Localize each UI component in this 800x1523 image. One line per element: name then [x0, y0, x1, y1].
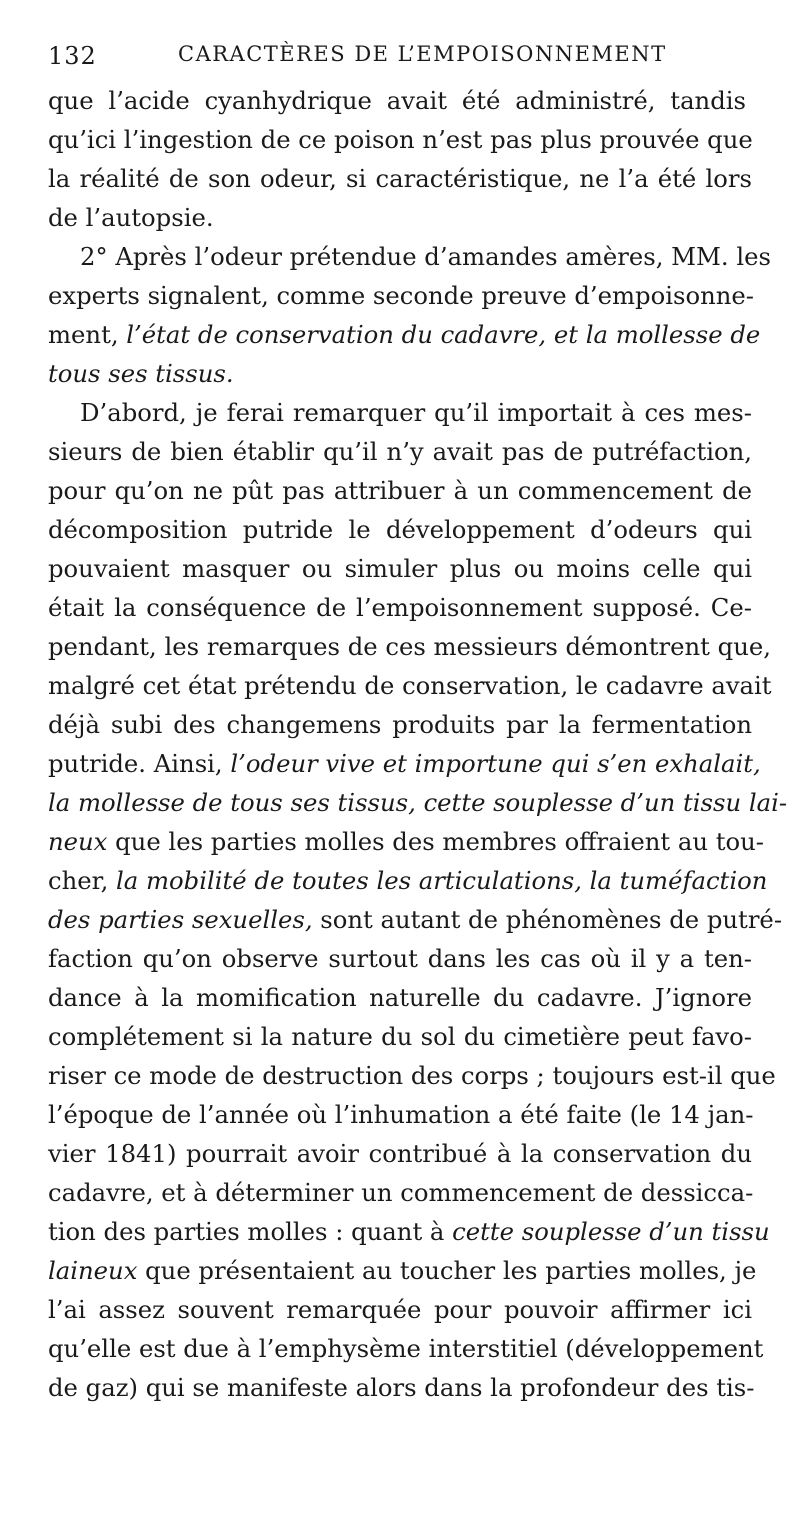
text-run: sieurs de bien établir qu’il n’y avait pas de putréfaction, — [48, 437, 752, 466]
text-run: l’odeur vive et importune qui s’en exhalait, — [230, 749, 761, 778]
text-line — [48, 125, 752, 155]
text-run: pendant, les remarques de ces messieurs démontrent que, — [48, 632, 771, 661]
text-run: la mollesse de tous ses tissus, cette souplesse d’un tissu lai- — [48, 788, 788, 817]
text-line — [48, 710, 752, 740]
text-line — [48, 164, 752, 194]
text-run: tous ses tissus. — [48, 359, 234, 388]
text-run: D’abord, je ferai remarquer qu’il importait à ces mes- — [80, 398, 752, 427]
text-run: pour qu’on ne pût pas attribuer à un commencement de — [48, 476, 752, 505]
text-run: neux — [48, 827, 108, 856]
text-run: complétement si la nature du sol du cimetière peut favo- — [48, 1022, 752, 1051]
text-run: que présentaient au toucher les parties molles, je — [137, 1256, 757, 1285]
text-run: malgré cet état prétendu de conservation, le cadavre avait — [48, 671, 772, 700]
text-line — [48, 554, 752, 584]
text-run: était la conséquence de l’empoisonnement supposé. Ce- — [48, 593, 752, 622]
text-line — [48, 1139, 752, 1169]
text-line — [48, 905, 783, 935]
text-line — [48, 1217, 770, 1247]
text-run: cadavre, et à déterminer un commencement de dessicca- — [48, 1178, 754, 1207]
text-run: la mobilité de toutes les articulations, la tuméfaction — [116, 866, 768, 895]
text-line — [48, 515, 752, 545]
text-line — [48, 788, 788, 818]
text-run: que les parties molles des membres offraient au tou- — [107, 827, 764, 856]
text-run: experts signalent, comme seconde preuve d’empoisonne- — [48, 281, 754, 310]
text-line — [48, 1178, 752, 1208]
text-run: qu’ici l’ingestion de ce poison n’est pas plus prouvée que — [48, 125, 753, 154]
text-run: l’ai assez souvent remarquée pour pouvoir affirmer ici — [48, 1295, 752, 1324]
text-line — [48, 1061, 776, 1091]
text-line — [80, 398, 752, 428]
text-line — [48, 1295, 752, 1325]
text-line — [48, 86, 746, 116]
text-run: de gaz) qui se manifeste alors dans la profondeur des tis- — [48, 1373, 755, 1402]
text-run: de l’autopsie. — [48, 203, 214, 232]
text-run: cette souplesse d’un tissu — [452, 1217, 770, 1246]
text-line — [48, 632, 771, 662]
text-run: 2° Après l’odeur prétendue d’amandes amères, MM. les — [80, 242, 771, 271]
text-line — [48, 983, 752, 1013]
text-run: pouvaient masquer ou simuler plus ou moins celle qui — [48, 554, 752, 583]
page-header — [48, 42, 748, 82]
text-line — [48, 671, 772, 701]
text-line — [48, 593, 752, 623]
text-line — [48, 359, 752, 389]
text-line — [48, 1334, 764, 1364]
text-line — [48, 866, 768, 896]
text-run: ment, — [48, 320, 127, 349]
text-run: laineux — [48, 1256, 138, 1285]
running-title: CARACTÈRES DE L’EMPOISONNEMENT — [178, 42, 667, 66]
text-line — [48, 1100, 752, 1130]
text-run: cher, — [48, 866, 117, 895]
text-line — [48, 320, 761, 350]
text-run: tion des parties molles : quant à — [48, 1217, 453, 1246]
text-run: dance à la momification naturelle du cadavre. J’ignore — [48, 983, 752, 1012]
text-line — [48, 1256, 757, 1286]
text-run: riser ce mode de destruction des corps ; toujours est-il que — [48, 1061, 776, 1090]
text-line — [48, 203, 752, 233]
text-line — [48, 944, 752, 974]
text-line — [48, 1373, 755, 1403]
text-run: décomposition putride le développement d’odeurs qui — [48, 515, 752, 544]
text-line — [48, 476, 752, 506]
text-run: sont autant de phénomènes de putré- — [312, 905, 783, 934]
text-line — [48, 1022, 752, 1052]
text-line — [48, 749, 761, 779]
text-run: putride. Ainsi, — [48, 749, 231, 778]
text-line — [48, 437, 752, 467]
text-line — [48, 827, 764, 857]
text-run: des parties sexuelles, — [48, 905, 313, 934]
text-line — [80, 242, 771, 272]
text-run: vier 1841) pourrait avoir contribué à la conservation du — [48, 1139, 752, 1168]
text-line — [48, 281, 752, 311]
page-number: 132 — [48, 42, 97, 70]
text-run: l’état de conservation du cadavre, et la mollesse de — [126, 320, 761, 349]
text-run: qu’elle est due à l’emphysème interstitiel (développement — [48, 1334, 764, 1363]
text-run: la réalité de son odeur, si caractéristique, ne l’a été lors — [48, 164, 752, 193]
text-run: faction qu’on observe surtout dans les cas où il y a ten- — [48, 944, 752, 973]
text-run: l’époque de l’année où l’inhumation a été faite (le 14 jan- — [48, 1100, 754, 1129]
text-run: déjà subi des changemens produits par la fermentation — [48, 710, 752, 739]
text-run: que l’acide cyanhydrique avait été administré, tandis — [48, 86, 746, 115]
